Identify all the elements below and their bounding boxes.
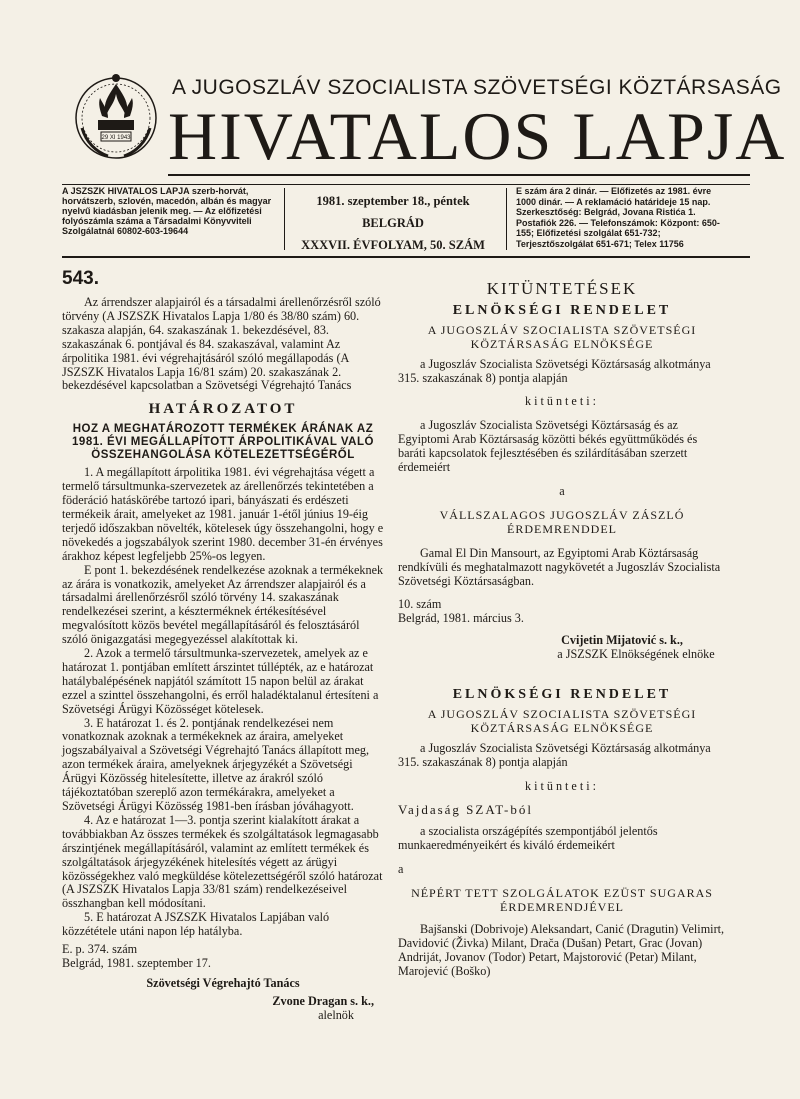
issue-city: BELGRÁD	[362, 216, 424, 230]
intro-paragraph: Az árrendszer alapjairól és a társadalmi árellenőrzésről szóló törvény (A JSZSZK Hivatalos Lapja 1/80 és 38/80 szám) 60. szakasza alapján, 64. szakaszának 1. bekezdésével, 83. szakaszának 6. pontjával és 84. szakaszával, valamint Az árpolitika 1981. évi végrehajtásáról szóló megállapodás (A JSZSZK Hivatalos Lapja 16/81 szám) 20. szakaszának 2. bekezdésével kapcsolatban a Szövetségi Végrehajtó Tanács	[62, 295, 381, 393]
resolution-subheading: HOZ A MEGHATÁROZOTT TERMÉKEK ÁRÁNAK AZ 1981. ÉVI MEGÁLLAPÍTOTT ÁRPOLITIKÁVAL VALÓ ÖSSZEHANGOLÁSA KÖTELEZETTSÉGÉRŐL	[72, 423, 374, 462]
signer-name: Zvone Dragan s. k.,	[272, 993, 374, 1008]
decree1-signer: Cvijetin Mijatović s. k.,	[561, 633, 683, 648]
decree2-awards-label: kitünteti:	[524, 778, 599, 793]
state-emblem	[72, 70, 160, 166]
decree2-region: Vajdaság SZAT-ból	[398, 802, 533, 818]
masthead-rule	[168, 174, 750, 176]
decree1-basis: a Jugoszláv Szocialista Szövetségi Köztársaság alkotmánya 315. szakaszának 8) pontja alapján	[398, 356, 711, 385]
awards-heading: KITÜNTETÉSEK	[486, 279, 638, 298]
paragraph-6: 5. E határozat A JSZSZK Hivatalos Lapjában való közzététele utáni napon lép hatályba.	[62, 910, 330, 939]
masthead-main-title: HIVATALOS LAPJA	[168, 98, 787, 174]
decree1-date: Belgrád, 1981. március 3.	[398, 611, 524, 626]
decree2-recipients: Bajšanski (Dobrivoje) Aleksandart, Canić (Dragutin) Velimirt, Davidović (Živka) Milant, Drača (Dušan) Petart, Grac (Jovan) Andriját, Jovanov (Todor) Petart, Majstorović (Petar) Milant, Marojević (Boško)	[398, 921, 725, 978]
paragraph-4: 3. E határozat 1. és 2. pontjának rendelkezései nem vonatkoznak azoknak a termékeknek az áraira, amelyeket jogszabályaival a Szövetségi Végrehajtó Tanács állapított meg, azon termékek áraira, amelyeknek árjegyzékét a Szövetségi Árügyi Közösség hitelesítette, illetve az árakról szóló tájékoztatóban szereplő azon termékárakra, amelyeket a Szövetségi Árügyi Közösség 1981-ben írásban jóváhagyott.	[62, 715, 370, 813]
paragraph-5: 4. Az e határozat 1—3. pontja szerint kialakított árakat a továbbiakban Az összes termékek és szolgáltatások legmagasabb árszintjének megállapításáról, valamint az említett termékek és szolgáltatások árjegyzékének hitelesítés végett az árügyi közösségekhez való megküldése kötelezettségéről szóló határozat (A JSZSZK Hivatalos Lapja 33/81 szám) rendelkezéseivel összhangban kell módosítani.	[62, 812, 383, 911]
decree1-issuer: A JUGOSZLÁV SZOCIALISTA SZÖVETSÉGI KÖZTÁRSASÁG ELNÖKSÉGE	[427, 322, 697, 351]
decree2-issuer: A JUGOSZLÁV SZOCIALISTA SZÖVETSÉGI KÖZTÁRSASÁG ELNÖKSÉGE	[427, 706, 697, 735]
decree2-award-name: NÉPÉRT TETT SZOLGÁLATOK EZÜST SUGARAS ÉRDEMRENDJÉVEL	[411, 886, 713, 914]
decree2-title: ELNÖKSÉGI RENDELET	[452, 687, 672, 703]
decree1-article: a	[559, 483, 565, 498]
issue-date: 1981. szeptember 18., péntek	[316, 194, 470, 208]
torch-emblem-icon	[72, 70, 160, 166]
signer-role: alelnök	[318, 1007, 354, 1022]
decree1-reason: a Jugoszláv Szocialista Szövetségi Köztársaság és az Egyiptomi Arab Köztársaság közötti békés együttműködés és baráti kapcsolatok fejlesztésében és szilárdításában szerzett érdemeiért	[398, 418, 698, 475]
paragraph-3: 2. Azok a termelő társultmunka-szervezetek, amelyek az e határozat 1. pontjában említett árszintet túllépték, az e határozat hatálybalépésének napjától számított 15 napon belül az árakat ezzel a szinttel összehangolni, és erről haladéktalanul értesíteni a Szövetségi Árügyi Közösséget kötelesek.	[62, 646, 379, 716]
paragraph-1: 1. A megállapított árpolitika 1981. évi végrehajtása végett a termelő társultmunka-szervezetek az árellenőrzés tekintetében a föderáció hatáskörébe tartozó ipari, bányászati és erdészeti termékeik árait, amelyeket az 1981. január 1-étől június 19-éig terjedő időszakban növelték, kötelesek úgy összehangolni, hogy e növekedés a jogszabályok szerint 1980. december 31-én érvényes árakhoz képest legfeljebb 25%-os legyen.	[62, 465, 384, 563]
header-bottom-rule	[62, 256, 750, 258]
issue-info	[292, 190, 494, 256]
left-column	[62, 296, 384, 1023]
decree1-award-name: VÁLLSZALAGOS JUGOSZLÁV ZÁSZLÓ ÉRDEMRENDDEL	[439, 507, 685, 536]
publication-info: A JSZSZK HIVATALOS LAPJA szerb-horvát, horvátszerb, szlovén, macedón, albán és magyar nyelvű kiadásban jelenik meg. — Az előfizetési folyószámla száma a Társadalmi Könyvviteli Szolgálatnál 60802-603-19644	[62, 186, 272, 236]
decree1-awards-label: kitünteti:	[524, 394, 599, 409]
right-column	[398, 279, 726, 979]
header-divider-left	[284, 188, 285, 250]
decree1-recipient: Gamal El Din Mansourt, az Egyiptomi Arab Köztársaság rendkívüli és meghatalmazott nagykövetét a Jugoszláv Szocialista Szövetségi Köztársaságban.	[398, 545, 721, 588]
header-divider-right	[506, 188, 507, 250]
emblem-date: 29 XI 1943	[101, 135, 131, 141]
document-number: 543.	[62, 268, 99, 289]
issuing-body: Szövetségi Végrehajtó Tanács	[146, 975, 300, 990]
resolution-heading: HATÁROZATOT	[148, 401, 298, 418]
decree2-basis: a Jugoszláv Szocialista Szövetségi Köztársaság alkotmánya 315. szakaszának 8) pontja alapján	[398, 740, 711, 769]
header-top-rule	[62, 184, 750, 185]
masthead-top-title: A JUGOSZLÁV SZOCIALISTA SZÖVETSÉGI KÖZTÁRSASÁG	[172, 76, 782, 99]
decree1-title: ELNÖKSÉGI RENDELET	[452, 302, 672, 318]
decree2-article: a	[398, 862, 404, 877]
decree1-signer-role: a JSZSZK Elnökségének elnöke	[557, 647, 715, 662]
decree1-ref: 10. szám	[398, 597, 442, 612]
decree2-reason: a szocialista országépítés szempontjából jelentős munkaeredményeikért és kiváló érdemeikért	[398, 824, 658, 853]
price-info: E szám ára 2 dinár. — Előfizetés az 1981. évre 1000 dinár. — A reklamáció határideje 15 nap. Szerkesztőség: Belgrád, Jovana Ristića 1. Postafiók 226. — Telefonszámok: Központ: 650-155; Előfizetési szolgálat 651-732; Terjesztőszolgálat 651-671; Telex 11756	[516, 186, 720, 249]
issue-volume: XXXVII. ÉVFOLYAM, 50. SZÁM	[301, 238, 485, 252]
place-date: Belgrád, 1981. szeptember 17.	[62, 955, 211, 970]
paragraph-2: E pont 1. bekezdésének rendelkezése azoknak a termékeknek az árára is vonatkozik, amelyeket Az árrendszer alapjairól és a társadalmi árellenőrzésről szóló törvény 14. szakaszának rendelkezései szerint, a készterméknek értékesítésével megvalósított közös bevétel megállapításáról és felosztásáról szóló önigazgatási megegyezéssel alakítottak ki.	[62, 562, 384, 647]
reference-number: E. p. 374. szám	[62, 942, 138, 957]
